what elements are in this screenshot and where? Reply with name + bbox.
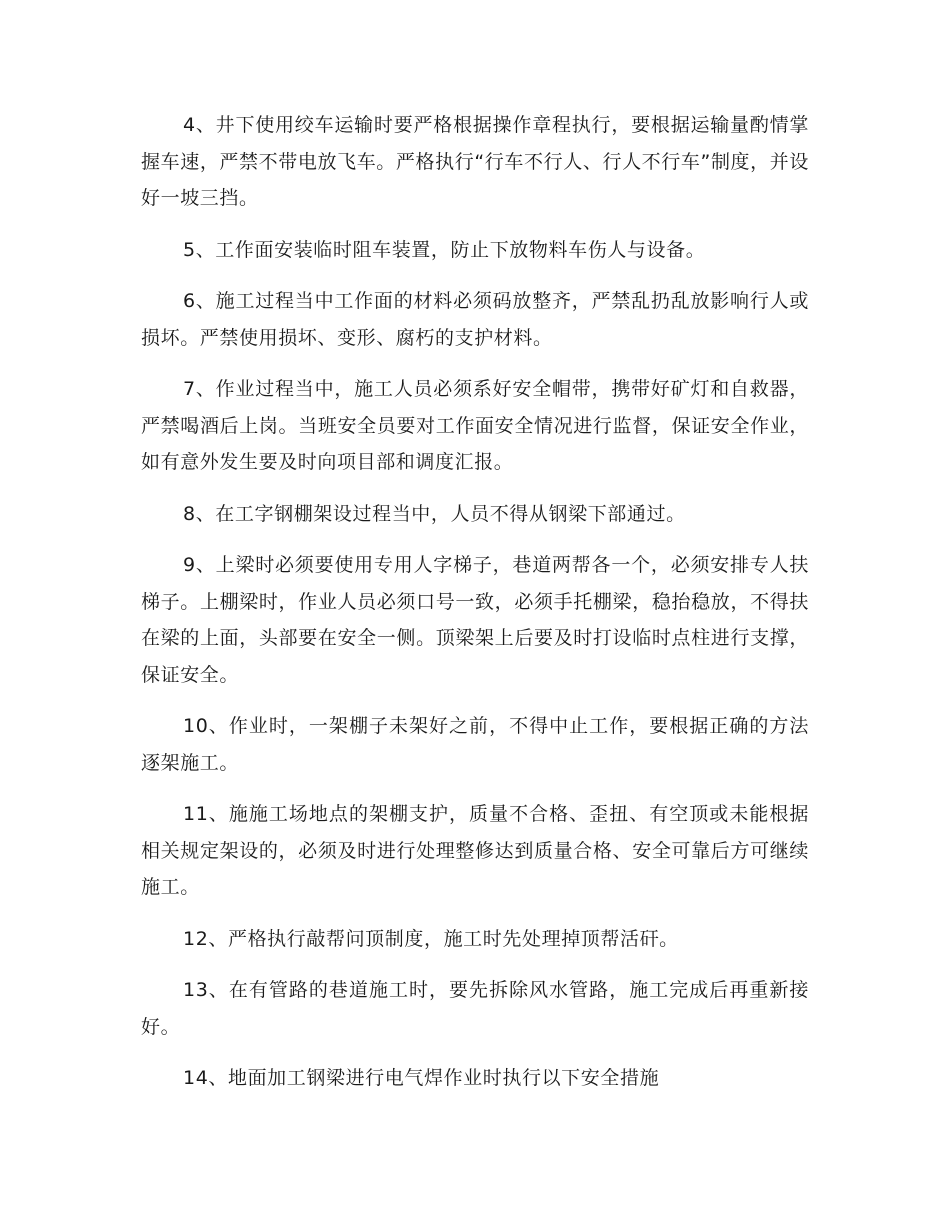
paragraph-7: 7、作业过程当中，施工人员必须系好安全帽带，携带好矿灯和自救器，严禁喝酒后上岗。当班安全员要对工作面安全情况进行监督，保证安全作业，如有意外发生要及时向项目部和调度汇报。 — [141, 378, 809, 473]
paragraph-12: 12、严格执行敲帮问顶制度，施工时先处理掉顶帮活矸。 — [183, 927, 679, 950]
paragraph-13: 13、在有管路的巷道施工时，要先拆除风水管路，施工完成后再重新接好。 — [141, 979, 809, 1038]
document-body — [141, 107, 809, 1112]
paragraph-4: 4、井下使用绞车运输时要严格根据操作章程执行，要根据运输量酌情掌握车速，严禁不带电放飞车。严格执行“行车不行人、行人不行车”制度，并设好一坡三挡。 — [141, 114, 809, 209]
paragraph-8: 8、在工字钢棚架设过程当中，人员不得从钢梁下部通过。 — [183, 502, 686, 525]
paragraph-5: 5、工作面安装临时阻车装置，防止下放物料车伤人与设备。 — [183, 238, 706, 261]
paragraph-10: 10、作业时，一架棚子未架好之前，不得中止工作，要根据正确的方法逐架施工。 — [141, 715, 809, 774]
paragraph-9: 9、上梁时必须要使用专用人字梯子，巷道两帮各一个，必须安排专人扶梯子。上棚梁时，作业人员必须口号一致，必须手托棚梁，稳抬稳放，不得扶在梁的上面，头部要在安全一侧。顶梁架上后要及时打设临时点柱进行支撑，保证安全。 — [141, 554, 809, 686]
paragraph-6: 6、施工过程当中工作面的材料必须码放整齐，严禁乱扔乱放影响行人或损坏。严禁使用损坏、变形、腐朽的支护材料。 — [141, 290, 809, 349]
paragraph-14: 14、地面加工钢梁进行电气焊作业时执行以下安全措施 — [183, 1067, 660, 1089]
paragraph-11: 11、施施工场地点的架棚支护，质量不合格、歪扭、有空顶或未能根据相关规定架设的，必须及时进行处理整修达到质量合格、安全可靠后方可继续施工。 — [141, 803, 809, 898]
